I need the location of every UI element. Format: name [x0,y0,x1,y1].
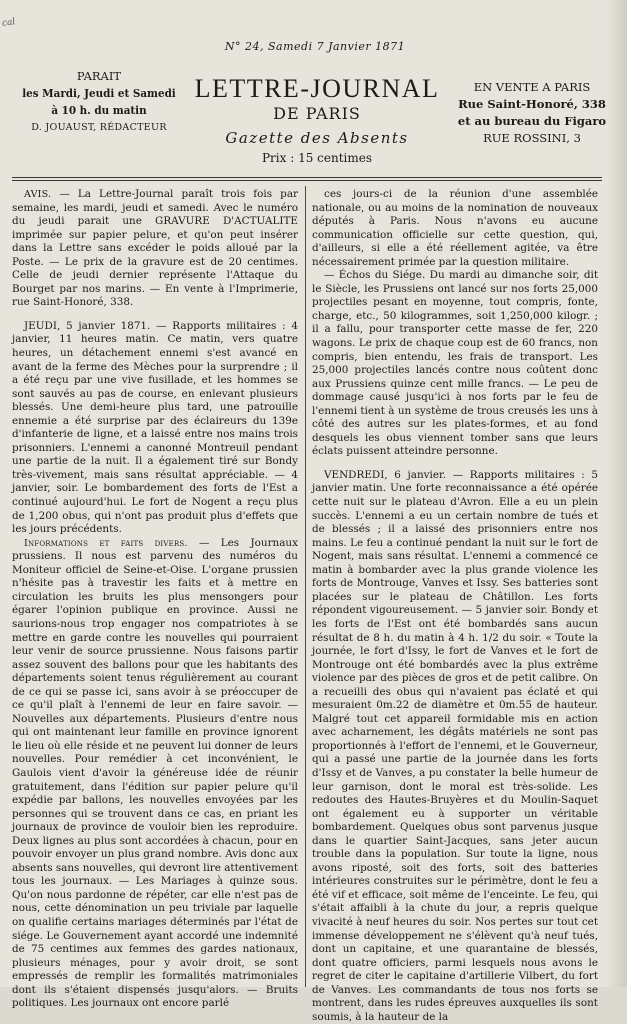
sales-street: RUE ROSSINI, 3 [483,131,581,145]
masthead-subtitle: DE PARIS [273,104,361,123]
editor-line: D. JOUAUST, RÉDACTEUR [31,122,167,133]
vendredi-paragraph [312,469,598,1024]
masthead [186,74,448,167]
schedule-days: les Mardi, Jeudi et Samedi [22,86,176,100]
margin-note: cal [1,17,16,29]
vendredi-heading: VENDREDI, 6 janvier. [324,468,447,481]
masthead-price: Prix : 15 centimes [261,151,373,165]
issue-line: N° 24, Samedi 7 Janvier 1871 [224,40,406,53]
publication-schedule [14,68,184,136]
avis-text: — La Lettre-Journal paraît trois fois par semaine, les mardi, jeudi et samedi. Avec le numéro du jeudi parait une GRAVURE D'ACTUALITE imprimée sur papier pelure, et qu'on peut insérer dans la Lettre sans excéder le poids alloué par la Poste. — Le prix de la gravure est de 20 centimes. Celle de jeudi dernier représente l'Attaque du Bourget par nos marins. — En vente à l'Imprimerie, rue Saint-Honoré, 338. [12,188,298,309]
sales-info [447,79,617,147]
avis-heading: AVIS. [24,189,52,200]
masthead-title: LETTRE-JOURNAL [194,74,440,103]
assembly-paragraph: ces jours-ci de la réunion d'une assemblée nationale, ou au moins de la nomination de nouveaux députés à Paris. Nous n'avons eu aucune communication officielle sur cette question, qui, d'ailleurs, si elle a été réellement agitée, va être nécessairement primée par la question militaire. [312,188,598,268]
jeudi-heading: JEUDI, 5 janvier 1871. [24,319,151,332]
left-column [12,188,298,1010]
jeudi-paragraph [12,320,298,537]
header-rule-bottom [12,180,602,181]
sales-bureau: et au bureau du Figaro [457,114,607,128]
page-fold-shadow [607,0,627,987]
info-heading: Informations et faits divers. [24,537,188,549]
vendredi-text: — Rapports militaires : 5 janvier matin. Une forte reconnaissance a été opérée cette nuit sur le plateau d'Avron. Elle a eu un plein succès. L'ennemi a eu un certain nombre de tués et de blessés ; il a laissé des prisonniers entre nos mains. Le feu a continué pendant la nuit sur le fort de Nogent, mais sans résultat. L'ennemi a commencé ce matin à bombarder avec la plus grande violence les forts de Montrouge, Vanves et Issy. Ses batteries sont placées sur le plateau de Châtillon. Les forts répondent vigoureusement. — 5 janvier soir. Bondy et les forts de l'Est ont été bombardés sans aucun résultat de 8 h. du matin à 4 h. 1/2 du soir. « Toute la journée, le fort d'Issy, le fort de Vanves et le fort de Montrouge ont été bombardés avec la plus extrême violence par des pièces de gros et de petit calibre. On a recueilli des obus qui n'avaient pas éclaté et qui mesuraient 0m.22 de diamètre et 0m.55 de hauteur. Malgré tout cet appareil formidable mis en action avec acharnement, les dégâts matériels ne sont pas proportionnés à l'effort de l'ennemi, et le Gouverneur, qui a passé une partie de la journée dans les forts d'Issy et de Vanves, a pu constater la belle humeur de leur garnison, dont le moral est très-solide. Les redoutes des Hautes-Bruyères et du Moulin-Saquet ont également eu à supporter un véritable bombardement. Quelques obus sont parvenus jusque dans le quartier Saint-Jacques, sans jeter aucun trouble dans la population. Sur toute la ligne, nous avons riposté, soit des forts, soit des batteries intérieures construites sur le périmètre, dont le feu a été vif et efficace, soit même de l'enceinte. Le feu, qui s'était affaibli à la chute du jour, a repris quelque vivacité à neuf heures du soir. Nos pertes sur tout cet immense développement ne s'élèvent qu'à neuf tués, dont un capitaine, et une quarantaine de blessés, dont quatre officiers, parmi lesquels nous avons le regret de citer le capitaine d'artillerie Vilbert, du fort de Vanves. Les commandants de tous nos forts se montrent, dans les rudes épreuves auxquelles ils sont soumis, à la hauteur de la [312,468,599,1023]
avis-paragraph [12,188,298,310]
info-paragraph [12,537,298,1011]
header-rule-top [12,177,602,178]
jeudi-text: — Rapports militaires : 4 janvier, 11 heures matin. Ce matin, vers quatre heures, un détachement ennemi s'est avancé en avant de la ferme des Mèches pour la surprendre ; il a été reçu par une vive fusillade, et les hommes se sont sauvés au pas de course, en enlevant plusieurs blessés. Une demi-heure plus tard, une patrouille ennemie a été surprise par des éclaireurs du 139e d'infanterie de ligne, et a laissé entre nos mains trois prisonniers. L'ennemi a canonné Montreuil pendant une partie de la nuit. Il a également tiré sur Bondy très-vivement, mais sans résultat appréciable. — 4 janvier, soir. Le bombardement des forts de l'Est a continué aujourd'hui. Le fort de Nogent a reçu plus de 1,200 obus, qui n'ont pas produit plus d'effets que les jours précédents. [12,319,298,536]
schedule-time: à 10 h. du matin [51,103,147,117]
sales-address: Rue Saint-Honoré, 338 [458,97,606,111]
sales-line-1: EN VENTE A PARIS [473,80,591,94]
right-column [312,188,599,1023]
info-text: — Les Journaux prussiens. Il nous est parvenu des numéros du Moniteur officiel de Seine-et-Oise. L'organe prussien n'hésite pas à travestir les faits et à mettre en circulation les bruits les plus mensongers pour égarer l'opinion publique en province. Aussi ne saurions-nous trop engager nos compatriotes à se mettre en garde contre les nouvelles qui pourraient leur venir de source prussienne. Nous faisons partir assez souvent des ballons pour que les habitants des départements soient tenus régulièrement au courant de ce qui se passe ici, sans avoir à se préoccuper de ce qu'il plaît à l'ennemi de leur en faire savoir. — Nouvelles aux départements. Plusieurs d'entre nous qui ont maintenant leur famille en province ignorent le lieu où elle réside et ne peuvent lui donner de leurs nouvelles. Pour remédier à cet inconvénient, le Gaulois vient d'avoir la généreuse idée de réunir gratuitement, dans l'édition sur papier pelure qu'il expédie par ballons, les nouvelles envoyées par les personnes qui se trouvent dans ce cas, en priant les journaux de province de vouloir bien les reproduire. Deux lignes au plus sont accordées à chacun, pour en pouvoir envoyer un plus grand nombre. Avis donc aux absents sans nouvelles, qui devront lire attentivement tous les journaux. — Les Mariages à quinze sous. Qu'on nous pardonne de répéter, car elle n'est pas de nous, cette dénomination un peu triviale par laquelle on qualifie certains mariages déterminés par l'état de siége. Le Gouvernement ayant accordé une indemnité de 75 centimes aux femmes des gardes nationaux, plusieurs ménages, pour y avoir droit, se sont empressés de remplir les formalités matrimoniales dont ils s'étaient dispensés jusqu'alors. — Bruits politiques. Les journaux ont encore parlé [12,536,298,1010]
masthead-tagline: Gazette des Absents [225,129,409,147]
column-divider [305,186,306,987]
echos-paragraph: — Échos du Siége. Du mardi au dimanche soir, dit le Siècle, les Prussiens ont lancé sur nos forts 25,000 projectiles pesant en moyenne, tout compris, fonte, charge, etc., 50 kilogrammes, soit 1,250,000 kilogr. ; il a fallu, pour transporter cette masse de fer, 220 wagons. Le prix de chaque coup est de 60 francs, non compris, bien entendu, les frais de transport. Les 25,000 projectiles lancés contre nous coûtent donc aux Prussiens quinze cent mille francs. — Le peu de dommage causé jusqu'ici à nos forts par le feu de l'ennemi tient à un système de trous creusés les uns à côté des autres sur les plates-formes, et au fond desquels les obus viennent tomber sans que leurs éclats puissent atteindre personne. [312,269,598,458]
schedule-line-1: PARAIT [76,69,122,83]
